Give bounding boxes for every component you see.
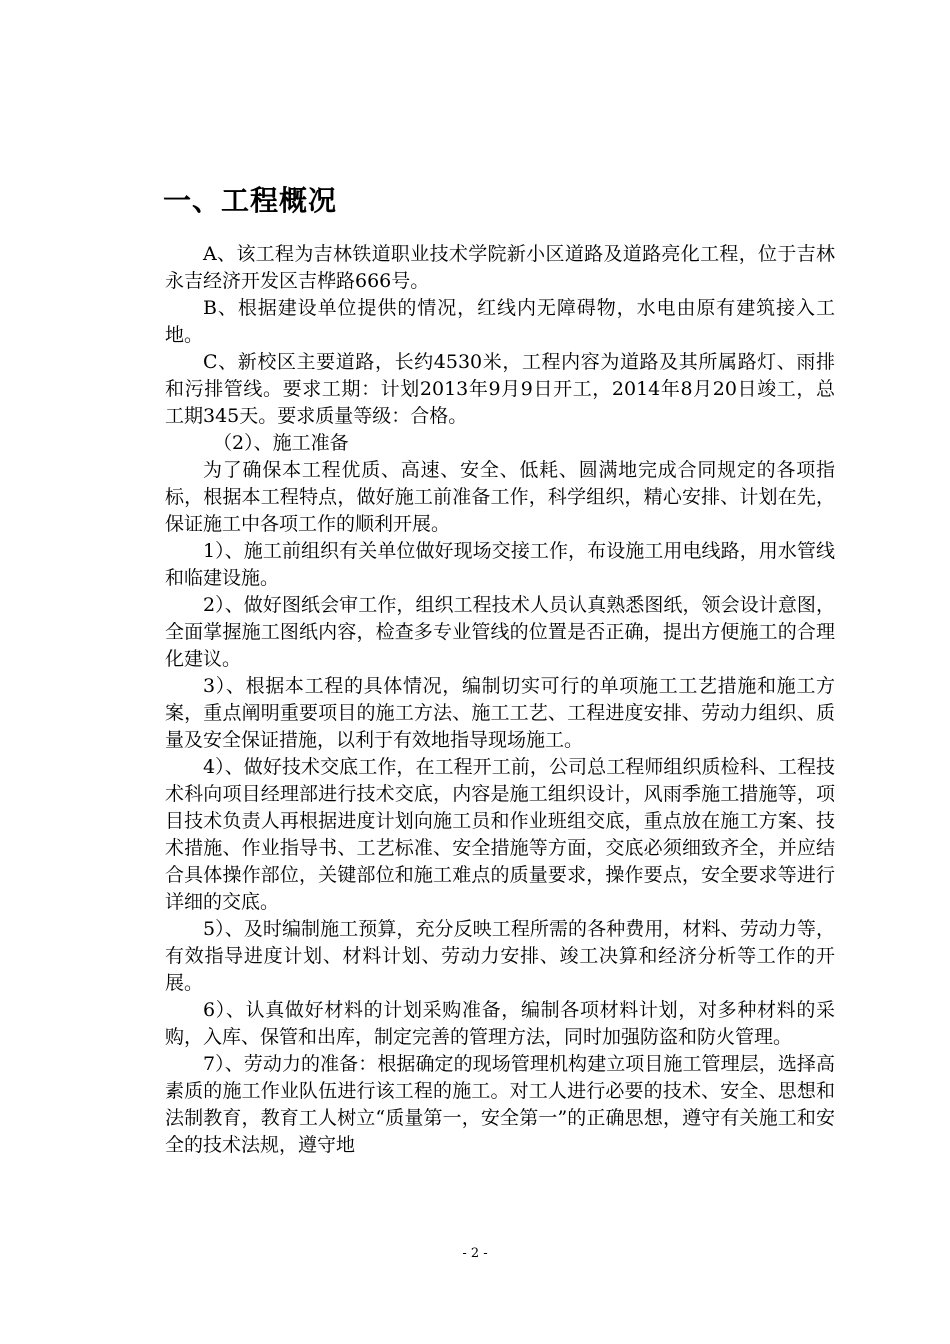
paragraph-intro: 为了确保本工程优质、高速、安全、低耗、圆满地完成合同规定的各项指标，根据本工程特点，做好施工前准备工作，科学组织，精心安排、计划在先，保证施工中各项工作的顺利开展。 xyxy=(165,459,835,535)
body-text xyxy=(165,241,835,1159)
paragraph-item-6: 6）、认真做好材料的计划采购准备，编制各项材料计划，对多种材料的采购，入库、保管和出库，制定完善的管理方法，同时加强防盗和防火管理。 xyxy=(165,999,835,1048)
paragraph-c: C、新校区主要道路，长约4530米，工程内容为道路及其所属路灯、雨排和污排管线。要求工期：计划2013年9月9日开工，2014年8月20日竣工，总工期345天。要求质量等级：合格。 xyxy=(165,351,835,427)
paragraph-item-5: 5）、及时编制施工预算，充分反映工程所需的各种费用，材料、劳动力等，有效指导进度计划、材料计划、劳动力安排、竣工决算和经济分析等工作的开展。 xyxy=(165,918,835,994)
paragraph-item-2: 2）、做好图纸会审工作，组织工程技术人员认真熟悉图纸，领会设计意图，全面掌握施工图纸内容，检查多专业管线的位置是否正确，提出方便施工的合理化建议。 xyxy=(165,594,835,670)
subsection-heading: （2）、施工准备 xyxy=(213,432,349,454)
paragraph-item-7: 7）、劳动力的准备：根据确定的现场管理机构建立项目施工管理层，选择高素质的施工作业队伍进行该工程的施工。对工人进行必要的技术、安全、思想和法制教育，教育工人树立“质量第一，安全第一”的正确思想，遵守有关施工和安全的技术法规，遵守地 xyxy=(165,1053,835,1156)
section-heading: 一、工程概况 xyxy=(163,184,338,217)
paragraph-b: B、根据建设单位提供的情况，红线内无障碍物，水电由原有建筑接入工地。 xyxy=(165,297,835,346)
page-number: - 2 - xyxy=(462,1246,488,1261)
paragraph-item-3: 3）、根据本工程的具体情况，编制切实可行的单项施工工艺措施和施工方案，重点阐明重要项目的施工方法、施工工艺、工程进度安排、劳动力组织、质量及安全保证措施，以利于有效地指导现场施工。 xyxy=(165,675,835,751)
paragraph-a: A、该工程为吉林铁道职业技术学院新小区道路及道路亮化工程，位于吉林永吉经济开发区吉桦路666号。 xyxy=(165,243,835,292)
paragraph-item-1: 1）、施工前组织有关单位做好现场交接工作，布设施工用电线路，用水管线和临建设施。 xyxy=(165,540,835,589)
paragraph-item-4: 4）、做好技术交底工作，在工程开工前，公司总工程师组织质检科、工程技术科向项目经理部进行技术交底，内容是施工组织设计，风雨季施工措施等，项目技术负责人再根据进度计划向施工员和作业班组交底，重点放在施工方案、技术措施、作业指导书、工艺标准、安全措施等方面，交底必须细致齐全，并应结合具体操作部位，关键部位和施工难点的质量要求，操作要点，安全要求等进行详细的交底。 xyxy=(165,756,835,913)
